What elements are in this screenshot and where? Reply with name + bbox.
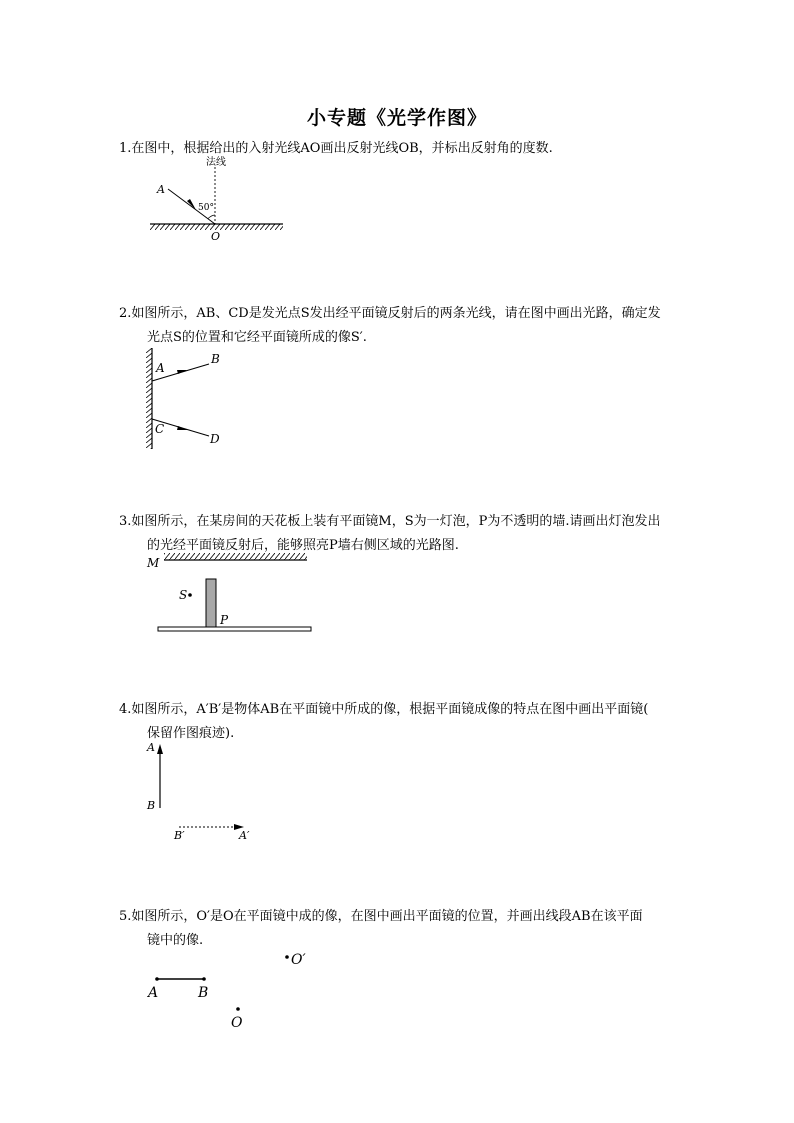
point-b (202, 977, 206, 981)
figure-3-room (145, 553, 320, 638)
point-b-label: B (211, 352, 220, 366)
point-a-label: A (147, 741, 155, 754)
figure-2-rays (140, 348, 240, 458)
point-o-label: O (231, 1015, 243, 1031)
question-2-text-line1: 2.如图所示，AB、CD是发光点S发出经平面镜反射后的两条光线，请在图中画出光路，确定发 (119, 306, 661, 321)
question-1-text: 1.在图中，根据给出的入射光线AO画出反射光线OB，并标出反射角的度数. (119, 141, 553, 156)
angle-label: 50° (198, 203, 214, 213)
ray-ab-arrow (177, 370, 187, 374)
floor (158, 627, 311, 631)
mirror-hatch (146, 348, 152, 449)
ceiling-mirror-hatch (164, 553, 307, 560)
question-3-text-line2: 的光经平面镜反射后，能够照亮P墙右侧区域的光路图. (147, 538, 459, 553)
question-5-text-line2: 镜中的像. (147, 933, 204, 948)
point-d-label: D (210, 432, 220, 446)
question-2-text-line2: 光点S的位置和它经平面镜所成的像S′. (147, 330, 367, 345)
point-o-prime (285, 955, 289, 959)
point-a-prime-label: A′ (239, 829, 250, 842)
question-5-text-line1: 5.如图所示，O′是O在平面镜中成的像，在图中画出平面镜的位置，并画出线段AB在该平面 (119, 909, 643, 924)
point-c-label: C (155, 422, 165, 436)
ray-cd-arrow (177, 426, 188, 430)
bulb-s-label: S (179, 588, 188, 602)
point-b-label: B (147, 799, 156, 812)
question-3-text-line1: 3.如图所示，在某房间的天花板上装有平面镜M，S为一灯泡，P为不透明的墙.请画出灯泡发出 (119, 514, 661, 529)
point-a-label: A (148, 985, 159, 1001)
question-4-text-line2: 保留作图痕迹). (147, 726, 235, 741)
wall-p (206, 579, 216, 627)
point-o-prime-label: O′ (291, 952, 306, 968)
point-b-prime-label: B′ (174, 829, 185, 842)
point-a-label: A (157, 183, 165, 196)
page-title: 小专题《光学作图》 (306, 107, 487, 129)
point-o (236, 1007, 240, 1011)
figure-4-image (140, 738, 270, 848)
question-4-text-line1: 4.如图所示，A′B′是物体AB在平面镜中所成的像，根据平面镜成像的特点在图中画出平面镜( (119, 702, 649, 717)
angle-arc (208, 215, 215, 219)
point-a (155, 977, 159, 981)
figure-1-reflection (140, 152, 300, 252)
figure-5-points (140, 945, 330, 1035)
mirror-m-label: M (147, 556, 160, 570)
object-arrow (157, 744, 163, 754)
bulb-s (188, 593, 192, 597)
point-o-label: O (211, 230, 221, 243)
point-a-label: A (156, 361, 165, 375)
normal-label: 法线 (206, 157, 226, 168)
question-3 (119, 510, 709, 558)
point-b-label: B (198, 985, 209, 1001)
question-2 (119, 302, 709, 350)
wall-p-label: P (220, 613, 229, 627)
